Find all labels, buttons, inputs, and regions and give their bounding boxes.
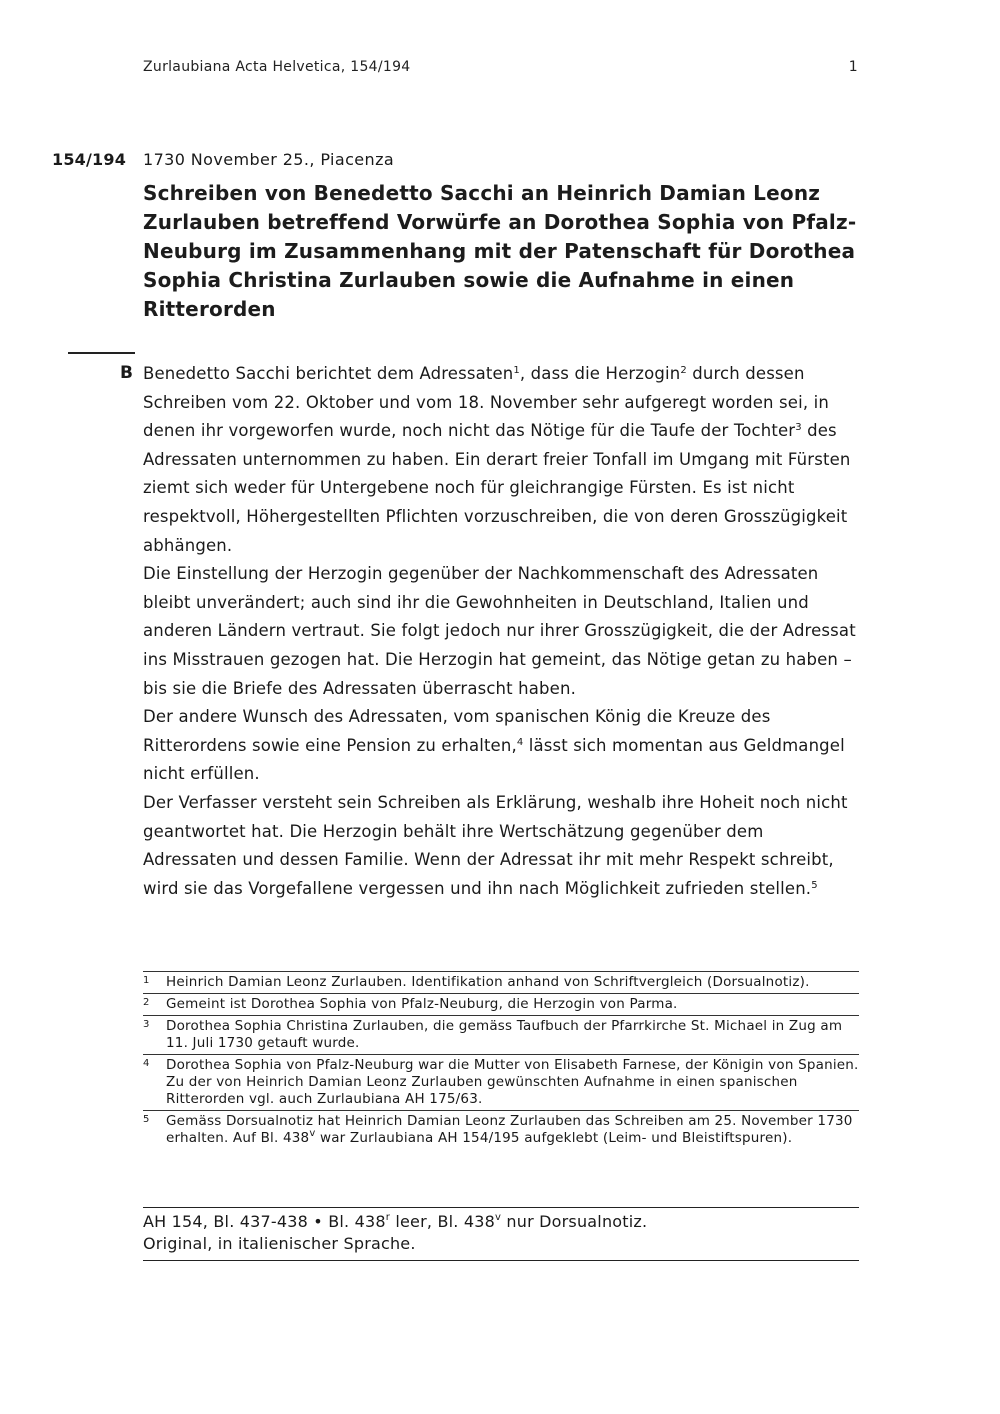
footnote <box>143 993 859 1015</box>
summary-paragraph <box>143 360 858 560</box>
footnote-mark: 4 <box>143 1058 150 1069</box>
footnote-ref-3[interactable]: 3 <box>795 422 802 434</box>
footnote-ref-1[interactable]: 1 <box>513 365 520 376</box>
footnote-text: Dorothea Sophia von Pfalz-Neuburg war die Mutter von Elisabeth Farnese, der Königin von Spanien. Zu der von Heinrich Damian Leonz Zurlauben gewünschten Aufnahme in einen spanischen Ritterorden vgl. auch Zurlaubiana AH 175/63. <box>166 1057 859 1107</box>
verso-mark: v <box>309 1128 316 1139</box>
footnote-mark: 1 <box>143 975 150 986</box>
footnote-text: Gemeint ist Dorothea Sophia von Pfalz-Neuburg, die Herzogin von Parma. <box>166 996 678 1012</box>
summary-paragraph <box>143 703 858 789</box>
verso-mark: v <box>494 1212 502 1223</box>
footnote-text: Dorothea Sophia Christina Zurlauben, die gemäss Taufbuch der Pfarrkirche St. Michael in Zug am 11. Juli 1730 getauft wurde. <box>166 1018 843 1051</box>
footnote <box>143 1015 859 1054</box>
footnote <box>143 1110 859 1149</box>
summary-text-run: des Adressaten unternommen zu haben. Ein derart freier Tonfall im Umgang mit Fürsten ziemt sich weder für Untergebene noch für gleichrangige Fürsten. Es ist nicht respektvoll, Höhergestellten Pflichten vorzuschreiben, die von deren Grosszügigkeit abhängen. <box>143 421 851 555</box>
footnote-text <box>166 1113 859 1147</box>
recto-mark: r <box>385 1212 391 1223</box>
source-reference <box>143 1207 859 1261</box>
footnote-text-run: Gemäss Dorsualnotiz hat Heinrich Damian Leonz Zurlauben das Schreiben am 25. November 1730 erhalten. Auf Bl. 438 <box>166 1113 853 1146</box>
footnote-text-run: war Zurlaubiana AH 154/195 aufgeklebt (Leim- und Bleistiftspuren). <box>315 1130 793 1146</box>
source-shelfmark <box>143 1211 859 1233</box>
summary-paragraph <box>143 789 858 903</box>
summary-paragraph: Die Einstellung der Herzogin gegenüber der Nachkommenschaft des Adressaten bleibt unverändert; auch sind ihr die Gewohnheiten in Deutschland, Italien und anderen Ländern vertraut. Sie folgt jedoch nur ihrer Grosszügigkeit, die der Adressat ins Misstrauen gezogen hat. Die Herzogin hat gemeint, das Nötige getan zu haben – bis sie die Briefe des Adressaten überrascht haben. <box>143 564 856 698</box>
footnote-mark: 5 <box>143 1114 150 1125</box>
document-title: Schreiben von Benedetto Sacchi an Heinrich Damian Leonz Zurlauben betreffend Vorwürfe an Dorothea Sophia von Pfalz-Neuburg im Zusammenhang mit der Patenschaft für Dorothea Sophia Christina Zurlauben sowie die Aufnahme in einen Ritterorden <box>143 181 857 321</box>
summary-text-run: Der Verfasser versteht sein Schreiben als Erklärung, weshalb ihre Hoheit noch nicht geantwortet hat. Die Herzogin behält ihre Wertschätzung gegenüber dem Adressaten und dessen Familie. Wenn der Adressat ihr mit mehr Respekt schreibt, wird sie das Vorgefallene vergessen und ihn nach Möglichkeit zufrieden stellen. <box>143 792 848 898</box>
footnote-mark: 2 <box>143 997 150 1008</box>
document-date-place: 1730 November 25., Piacenza <box>143 150 395 169</box>
footnote <box>143 971 859 993</box>
side-rule-divider <box>68 352 135 354</box>
footnote-text: Heinrich Damian Leonz Zurlauben. Identifikation anhand von Schriftvergleich (Dorsualnotiz). <box>166 974 810 990</box>
summary-text-run: lässt sich momentan aus Geldmangel nicht erfüllen. <box>143 735 845 784</box>
running-title: Zurlaubiana Acta Helvetica, 154/194 <box>143 59 411 75</box>
summary-side-label: B <box>120 363 133 383</box>
source-description: Original, in italienischer Sprache. <box>143 1234 416 1253</box>
summary-text-run: , dass die Herzogin <box>519 364 681 383</box>
footnote-ref-2[interactable]: 2 <box>680 365 687 376</box>
summary-text-run: Der andere Wunsch des Adressaten, vom spanischen König die Kreuze des Ritterordens sowie eine Pension zu erhalten, <box>143 707 771 755</box>
page-number: 1 <box>848 59 858 75</box>
document-number: 154/194 <box>52 150 127 169</box>
summary-text-run: durch dessen Schreiben vom 22. Oktober und vom 18. November sehr aufgeregt worden sei, in denen ihr vorgeworfen wurde, noch nicht das Nötige für die Taufe der Tochter <box>143 364 829 441</box>
source-text-run: AH 154, Bl. 437-438 • Bl. 438 <box>143 1212 386 1231</box>
footnote-ref-5[interactable]: 5 <box>811 879 818 891</box>
footnote <box>143 1054 859 1110</box>
summary-text <box>143 360 858 903</box>
footnotes <box>143 971 859 1149</box>
footnote-ref-4[interactable]: 4 <box>516 736 524 748</box>
source-text-run: nur Dorsualnotiz. <box>501 1212 648 1231</box>
source-text-run: leer, Bl. 438 <box>390 1212 495 1231</box>
footnote-mark: 3 <box>143 1019 150 1030</box>
summary-text-run: Benedetto Sacchi berichtet dem Adressaten <box>143 364 514 383</box>
running-head <box>143 59 858 75</box>
